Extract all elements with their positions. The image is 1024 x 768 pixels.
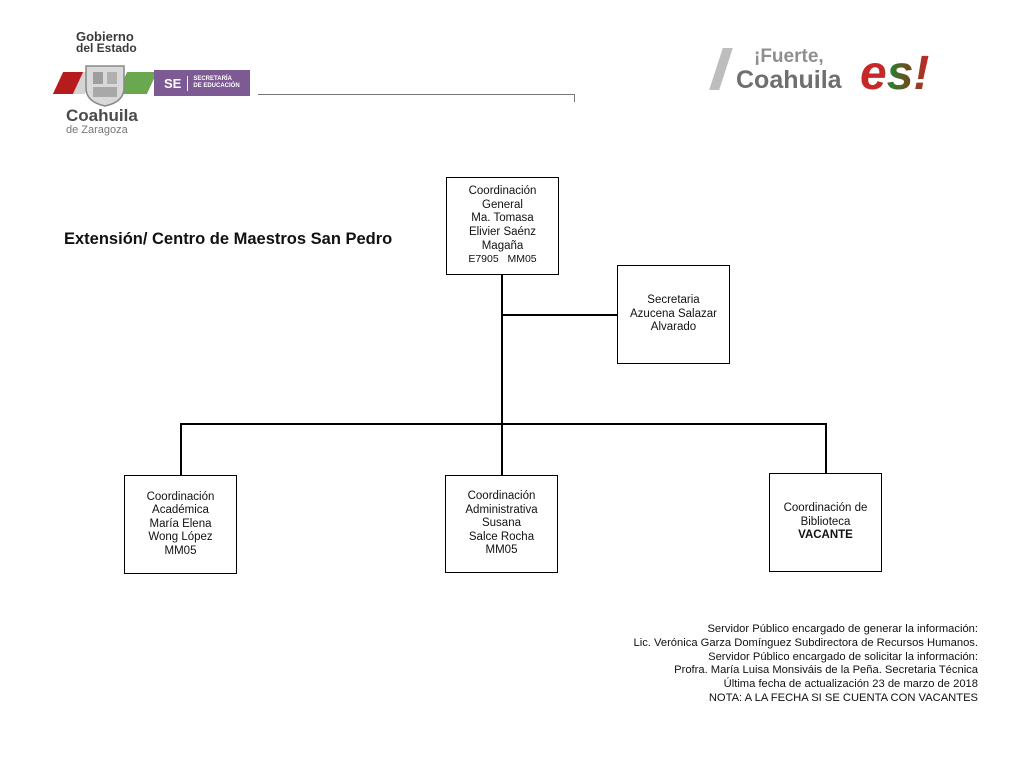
header-divider xyxy=(258,94,575,95)
connector-academica xyxy=(180,423,182,476)
se-badge-line2: DE EDUCACIÓN xyxy=(193,83,240,89)
administrativa-line-5: MM05 xyxy=(485,544,518,557)
logo-zaragoza-text: de Zaragoza xyxy=(66,124,128,136)
administrativa-line-2: Administrativa xyxy=(465,503,538,516)
footer-line-2: Lic. Verónica Garza Domínguez Subdirectora de Recursos Humanos. xyxy=(633,636,978,649)
administrativa-line-4: Salce Rocha xyxy=(468,530,535,543)
logo-es-text: es! xyxy=(860,47,930,100)
header-divider-tick xyxy=(574,94,575,102)
academica-line-5: MM05 xyxy=(164,544,197,557)
academica-line-1: Coordinación xyxy=(146,490,215,503)
connector-general-down xyxy=(501,274,503,476)
gobierno-coahuila-logo xyxy=(60,28,260,138)
logo-coahuila-text: Coahuila xyxy=(66,106,138,125)
connector-secretaria xyxy=(502,314,618,316)
secretaria-line-2: Azucena Salazar xyxy=(630,307,717,320)
administrativa-line-1: Coordinación xyxy=(467,490,536,503)
general-line-2: General xyxy=(482,198,523,211)
fuerte-coahuila-logo xyxy=(714,44,964,114)
logo-gobierno-text: Gobierno xyxy=(76,29,134,44)
org-box-coordinacion-academica xyxy=(124,475,237,574)
se-badge-text xyxy=(188,76,239,90)
logo-del-estado-text: del Estado xyxy=(76,41,137,55)
biblioteca-line-1: Coordinación de xyxy=(783,502,868,515)
page-title: Extensión/ Centro de Maestros San Pedro xyxy=(64,230,393,248)
logo-coahuila-word: Coahuila xyxy=(736,66,842,94)
footer-line-6: NOTA: A LA FECHA SI SE CUENTA CON VACANTES xyxy=(708,691,978,704)
footer-line-5: Última fecha de actualización 23 de marzo de 2018 xyxy=(723,678,978,691)
org-box-secretaria xyxy=(617,265,730,364)
footer-line-3: Servidor Público encargado de solicitar la información: xyxy=(708,650,978,663)
biblioteca-vacante: VACANTE xyxy=(798,529,853,542)
se-badge-label: SE xyxy=(154,76,188,91)
administrativa-line-3: Susana xyxy=(481,517,521,530)
academica-line-2: Académica xyxy=(152,504,209,517)
logo-fuerte-text: ¡Fuerte, xyxy=(754,46,824,67)
general-line-3: Ma. Tomasa xyxy=(471,212,534,225)
general-line-5: Magaña xyxy=(481,239,524,252)
footer-info xyxy=(634,623,979,706)
logo-slash xyxy=(709,48,733,90)
se-badge xyxy=(154,70,250,96)
org-box-coordinacion-biblioteca xyxy=(769,473,882,572)
connector-horizontal xyxy=(180,423,826,425)
biblioteca-line-2: Biblioteca xyxy=(800,515,851,528)
secretaria-line-1: Secretaria xyxy=(647,294,700,307)
se-badge-line1: SECRETARÍA xyxy=(193,76,232,82)
general-line-4: Elivier Saénz xyxy=(468,226,537,238)
secretaria-line-3: Alvarado xyxy=(650,321,697,334)
org-box-coordinacion-general xyxy=(446,177,559,275)
academica-line-4: Wong López xyxy=(148,531,213,544)
academica-line-3: María Elena xyxy=(149,517,212,530)
general-line-1: Coordinación xyxy=(468,185,537,198)
coat-of-arms-icon xyxy=(82,62,128,108)
footer-line-4: Profra. María Luisa Monsiváis de la Peña. Secretaria Técnica xyxy=(674,664,978,677)
connector-biblioteca xyxy=(825,423,827,474)
general-line-6: E7905 MM05 xyxy=(468,253,537,266)
org-box-coordinacion-administrativa xyxy=(445,475,558,573)
footer-line-1: Servidor Público encargado de generar la información: xyxy=(707,623,978,635)
